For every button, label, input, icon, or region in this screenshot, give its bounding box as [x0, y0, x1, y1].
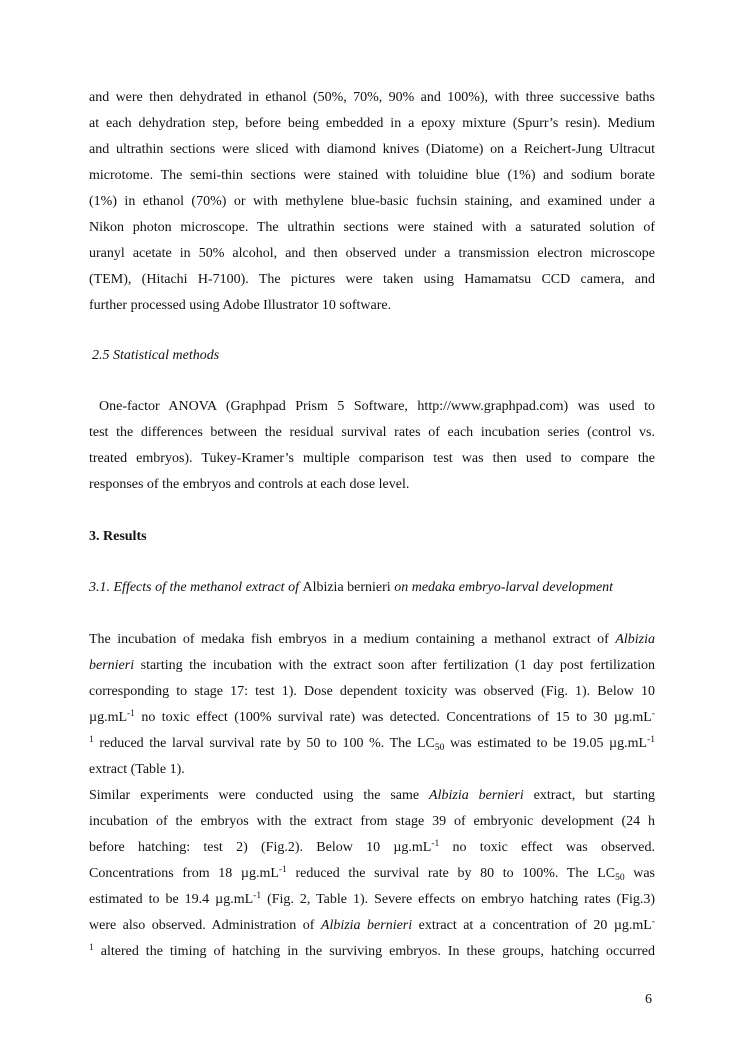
section-heading-results: 3. Results	[89, 529, 147, 544]
text-line: $^1$ altered the timing of hatching in the surviving embryos. In these groups, hatching occurred	[89, 943, 655, 959]
text-line: (1%) in ethanol (70%) or with methylene blue-basic fuchsin staining, and examined under a	[89, 194, 655, 209]
text-line: extract (Table 1).	[89, 762, 185, 777]
results-paragraph-2	[89, 783, 655, 965]
subheading-prefix: 3.1. Effects of the methanol extract of	[89, 580, 303, 595]
results-paragraph-1	[89, 627, 655, 783]
text-line: uranyl acetate in 50% alcohol, and then observed under a transmission electron microscope	[89, 246, 655, 261]
statistics-paragraph	[89, 394, 655, 498]
text-line: corresponding to stage 17: test 1). Dose dependent toxicity was observed (Fig. 1). Below 10	[89, 684, 655, 699]
text-line: The incubation of medaka fish embryos in a medium containing a methanol extract of Albizia	[89, 632, 655, 647]
text-line: and ultrathin sections were sliced with diamond knives (Diatome) on a Reichert-Jung Ultracut	[89, 142, 655, 157]
text-line: estimated to be 19.4 $\mu g.mL^{-1}$ (Fig. 2, Table 1). Severe effects on embryo hatching rates (Fig.3)	[89, 891, 655, 907]
text-line: further processed using Adobe Illustrator 10 software.	[89, 298, 392, 313]
text-line: were also observed. Administration of Albizia bernieri extract at a concentration of 20 µg.mL-	[89, 917, 655, 933]
section-heading-2-5: 2.5 Statistical methods	[92, 348, 220, 363]
subsection-heading-3-1	[89, 578, 613, 598]
subheading-species: Albizia bernieri	[302, 580, 391, 595]
subheading-suffix: on medaka embryo-larval development	[390, 580, 614, 595]
text-line: $^1$ reduced the larval survival rate by 50 to 100 %. The $LC_{50}$ was estimated to be 19.05 $\mu g.mL^{-1}$	[89, 735, 655, 753]
text-line: Concentrations from 18 $\mu g.mL^{-1}$ reduced the survival rate by 80 to 100%. The $LC_{50}$ was	[89, 865, 655, 883]
text-line: before hatching: test 2) (Fig.2). Below 10 $\mu g.mL^{-1}$ no toxic effect was observed.	[89, 839, 655, 855]
page-number: 6	[645, 992, 652, 1007]
text-line: incubation of the embryos with the extract from stage 39 of embryonic development (24 h	[89, 814, 655, 829]
text-line: $\mu g.mL^{-1}$ no toxic effect (100% survival rate) was detected. Concentrations of 15 to 30 µg.mL-	[89, 709, 655, 725]
text-line: test the differences between the residual survival rates of each incubation series (control vs.	[89, 425, 655, 440]
text-line: treated embryos). Tukey-Kramer’s multiple comparison test was then used to compare the	[89, 451, 655, 466]
text-line: and were then dehydrated in ethanol (50%, 70%, 90% and 100%), with three successive baths	[89, 90, 655, 105]
text-line: (TEM), (Hitachi H-7100). The pictures were taken using Hamamatsu CCD camera, and	[89, 272, 655, 287]
text-line: bernieri starting the incubation with the extract soon after fertilization (1 day post fertilization	[89, 658, 655, 673]
text-line: Nikon photon microscope. The ultrathin sections were stained with a saturated solution of	[89, 220, 655, 235]
text-line: Similar experiments were conducted using the same Albizia bernieri extract, but starting	[89, 788, 655, 803]
text-line: at each dehydration step, before being embedded in a epoxy mixture (Spurr’s resin). Medium	[89, 116, 655, 131]
text-line: One-factor ANOVA (Graphpad Prism 5 Software, http://www.graphpad.com) was used to	[99, 399, 655, 414]
methods-paragraph	[89, 85, 655, 319]
text-line: microtome. The semi-thin sections were stained with toluidine blue (1%) and sodium borate	[89, 168, 655, 183]
text-line: responses of the embryos and controls at each dose level.	[89, 477, 410, 492]
